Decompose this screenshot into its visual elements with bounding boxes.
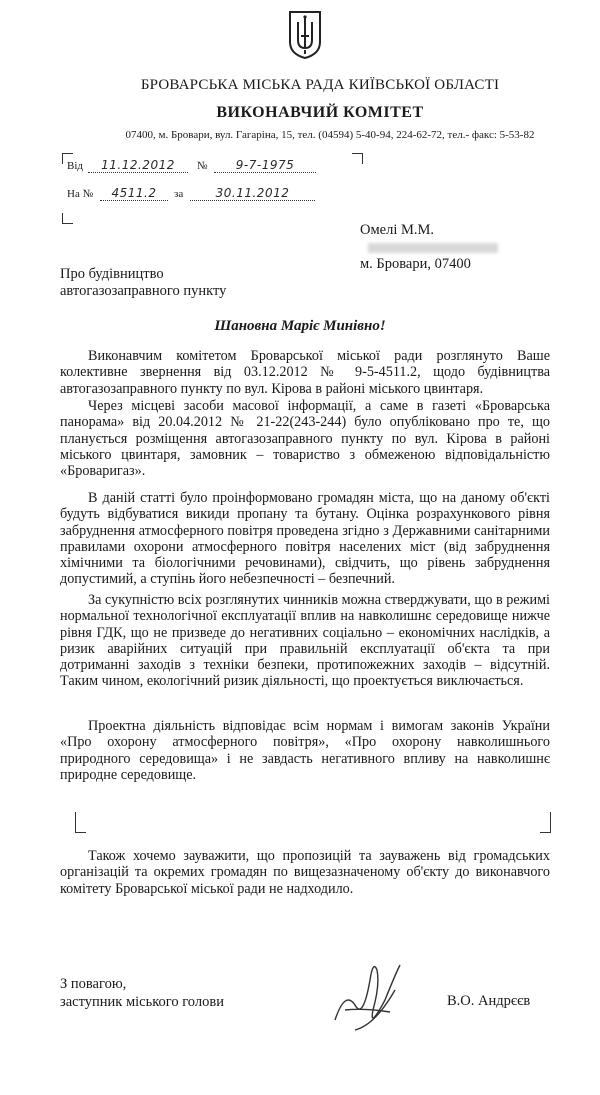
- recipient-name: Омелі М.М.: [360, 222, 435, 238]
- signature-image: [325, 950, 415, 1040]
- reply-to-number: 4511.2: [100, 186, 168, 201]
- from-date: 11.12.2012: [88, 158, 188, 173]
- signatory-position: заступник міського голови: [60, 994, 224, 1010]
- corner-mark: [62, 213, 73, 224]
- signatory-name: В.О. Андрєєв: [447, 993, 531, 1009]
- subject-line: автогазозаправного пункту: [60, 283, 227, 299]
- recipient-street-redacted: [368, 243, 498, 253]
- subject-line: Про будівництво: [60, 266, 164, 282]
- paragraph: Проектна діяльність відповідає всім нормам і вимогам законів України «Про охорону атмосферного повітря», «Про охорону навколишнього природного середовища» і не завдасть негативного впливу на навколишнє природне середовище.: [60, 718, 550, 783]
- corner-mark: [540, 812, 551, 833]
- corner-mark: [75, 812, 86, 833]
- registration-block: [62, 153, 362, 225]
- subject: [60, 266, 226, 300]
- recipient-city: м. Бровари, 07400: [360, 256, 471, 272]
- paragraph: Також хочемо зауважити, що пропозицій та зауважень від громадських організацій та окремих громадян по вищезазначеному об'єкту до виконавчого комітету Броварської міської ради не надходило.: [60, 848, 550, 897]
- salutation: Шановна Маріє Минівно!: [214, 318, 386, 334]
- number-label: №: [197, 160, 208, 172]
- paragraph: За сукупністю всіх розглянутих чинників можна стверджувати, що в режимі нормальної технологічної експлуатації вплив на навколишнє середовище нижче рівня ГДК, що не призведе до негативних соціально – економічних наслідків, а ризик аварійних ситуацій при правильній експлуатації об'єкта та при дотриманні заходів з техніки безпеки, протипожежних заходів – відсутній. Таким чином, екологічний ризик діяльності, що проектується виключається.: [60, 592, 550, 690]
- from-label: Від: [67, 160, 83, 172]
- recipient-block: [360, 222, 560, 273]
- paragraph: В даній статті було проінформовано громадян міста, що на даному об'єкті будуть відбуватися викиди пропану та бутану. Оцінка розрахункового рівня забруднення атмосферного повітря проведена згідно з Державними санітарними правилами охорони атмосферного повітря населених міст (від забруднення хімічними та біологічними речовинами), свідчить, що рівень забруднення допустимий, а ступінь його небезпечності – безпечний.: [60, 490, 550, 588]
- outgoing-number: 9-7-1975: [214, 158, 316, 173]
- committee-name: ВИКОНАВЧИЙ КОМІТЕТ: [216, 104, 424, 121]
- paragraph: Через місцеві засоби масової інформації, а саме в газеті «Броварська панорама» від 20.04.2012 № 21-22(243-244) було опубліковано про те, що планується розміщення автогазозаправного пункту по вул. Кірова в районі міського цвинтаря, замовник – товариство з обмеженою відповідальністю «Броваригаз».: [60, 398, 550, 480]
- closing-block: [60, 975, 224, 1011]
- for-label: за: [174, 188, 184, 200]
- coat-of-arms-icon: [288, 10, 322, 60]
- reply-to-date: 30.11.2012: [190, 186, 315, 201]
- reply-to-label: На №: [67, 188, 94, 200]
- letterhead-address: 07400, м. Бровари, вул. Гагаріна, 15, тел. (04594) 5-40-94, 224-62-72, тел.- факс: 5-53-82: [125, 129, 535, 141]
- closing-regards: З повагою,: [60, 976, 127, 992]
- council-name: БРОВАРСЬКА МІСЬКА РАДА КИЇВСЬКОЇ ОБЛАСТІ: [140, 77, 500, 93]
- paragraph: Виконавчим комітетом Броварської міської ради розглянуто Ваше колективне звернення від 03.12.2012 № 9-5-4511.2, щодо будівництва автогазозаправного пункту по вул. Кірова в районі міського цвинтаря.: [60, 348, 550, 397]
- corner-mark: [352, 153, 363, 164]
